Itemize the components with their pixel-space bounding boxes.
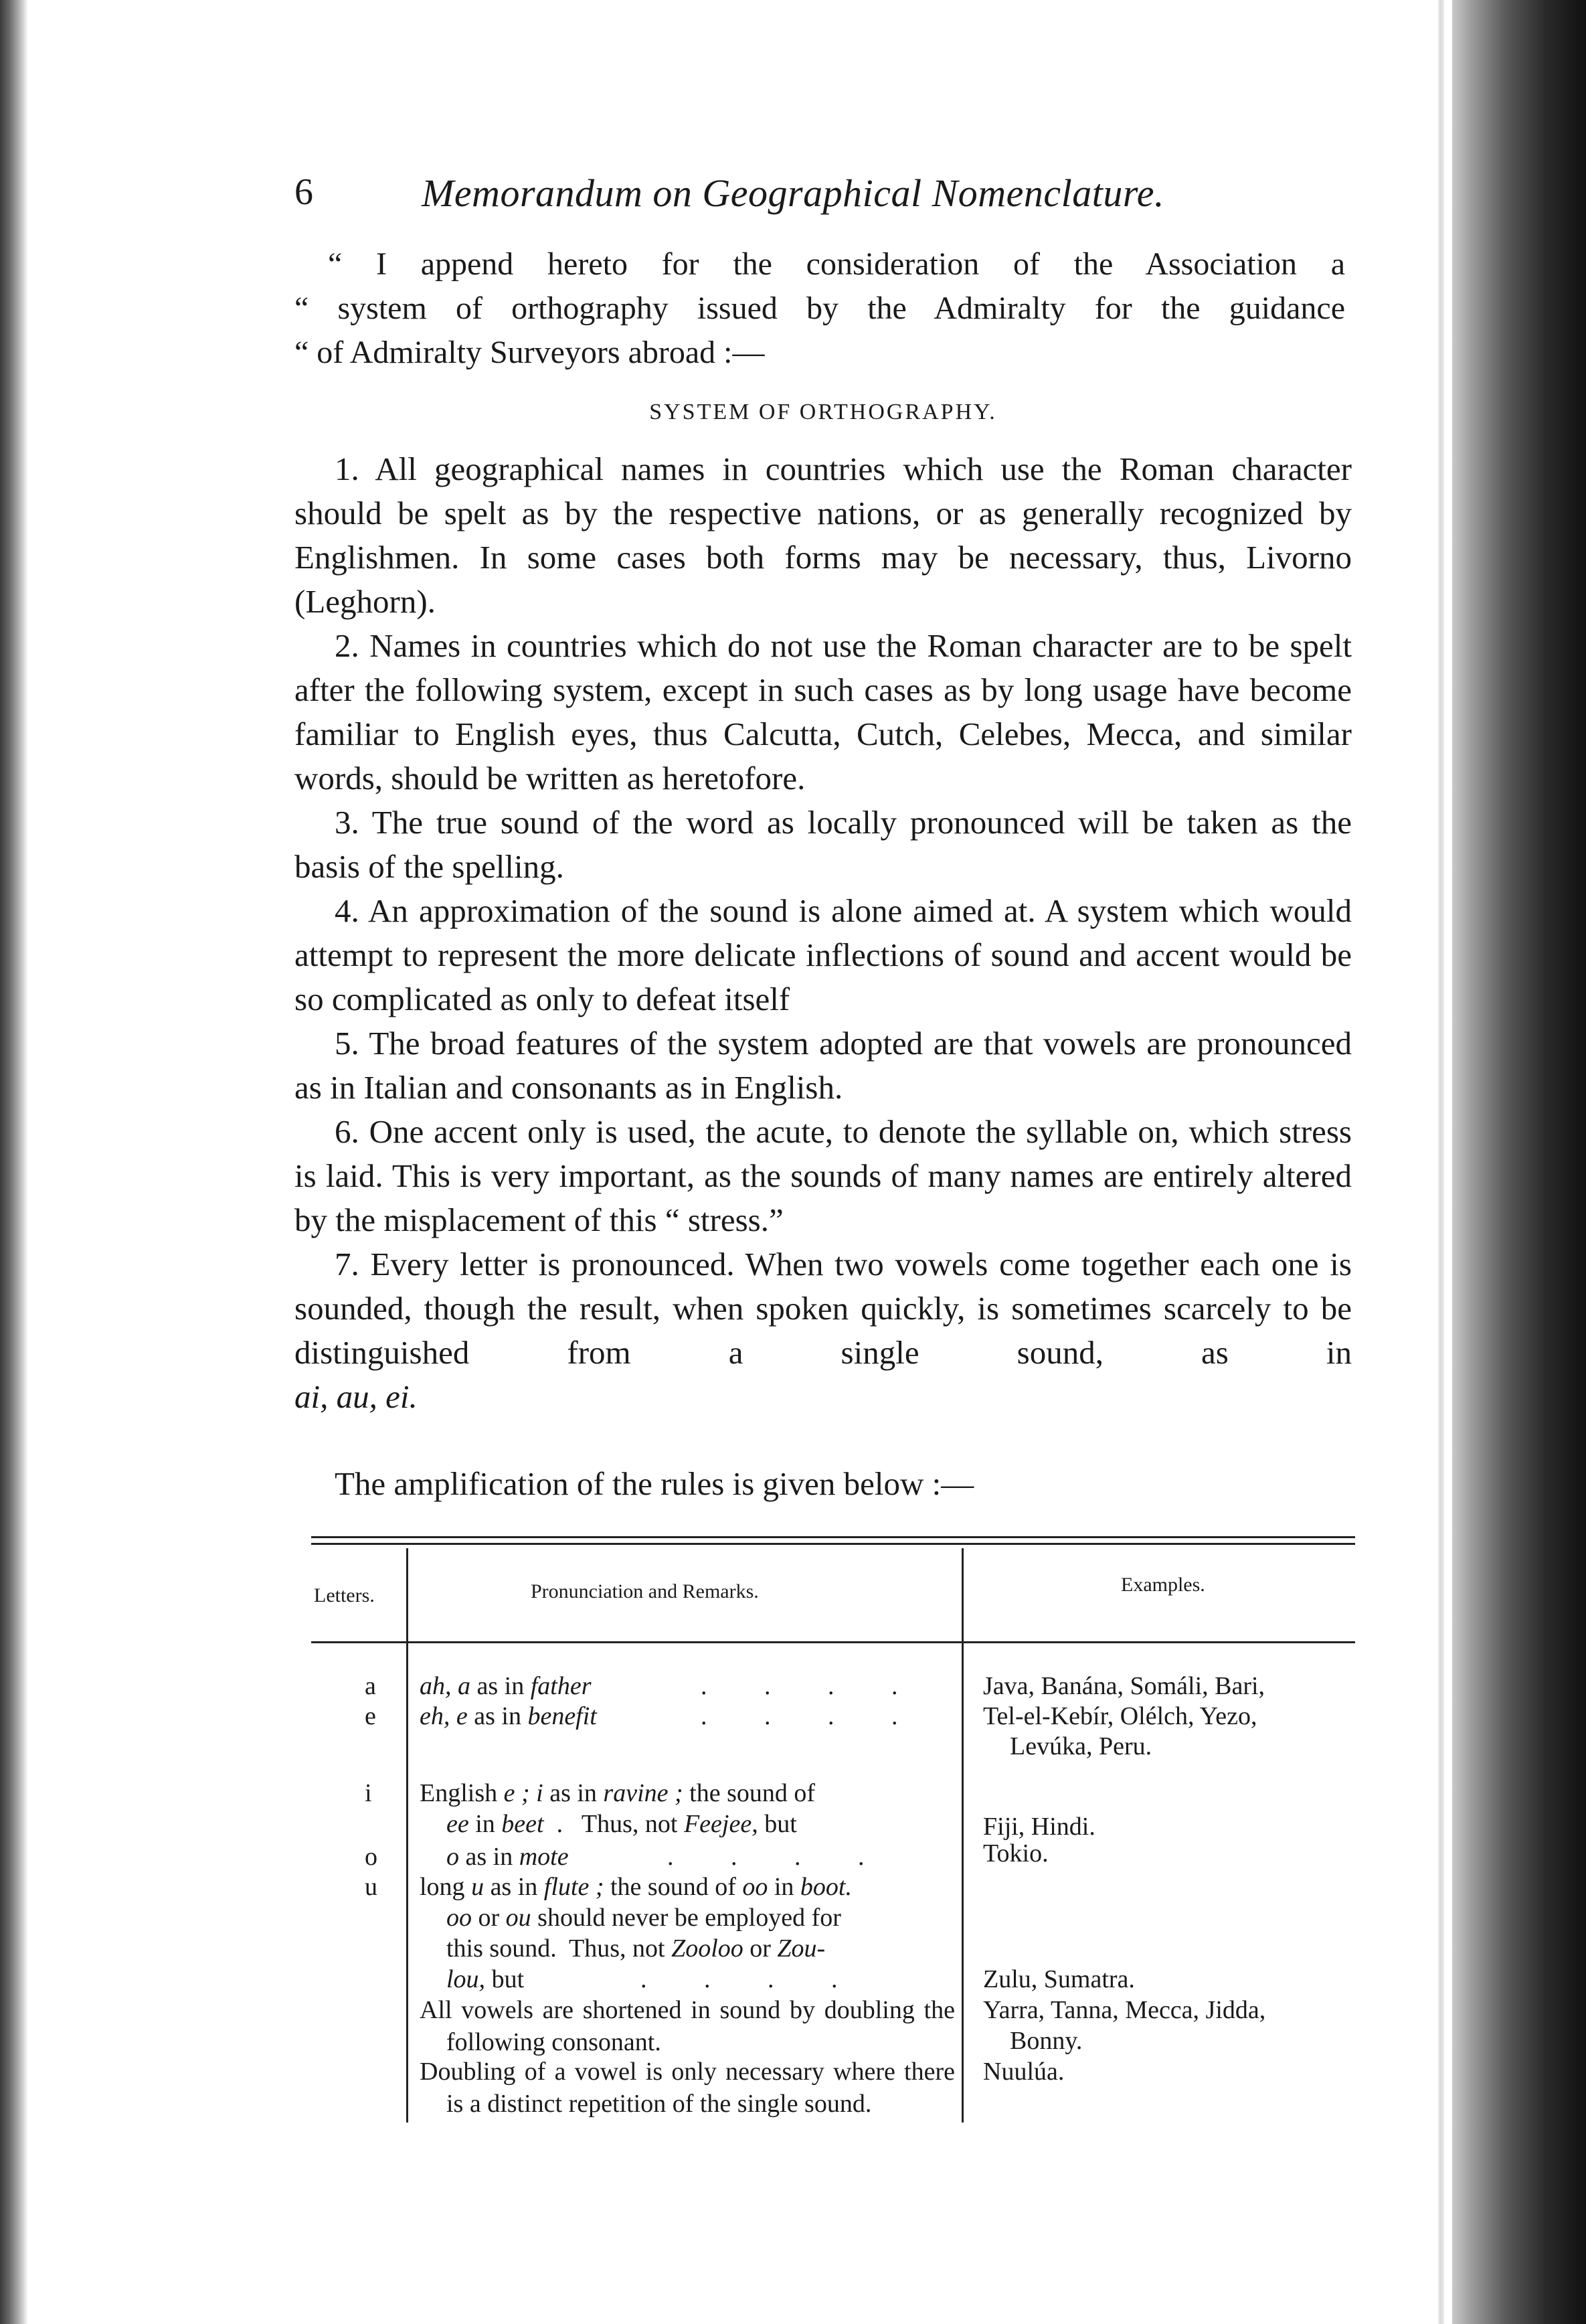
orthography-table xyxy=(311,1536,1355,2139)
rule-7-tail xyxy=(294,1375,1352,1419)
examples-vowel-doubling: Nuulúa. xyxy=(983,2058,1065,2086)
pron-i-line-2 xyxy=(420,1808,982,1840)
pron-i-sound-of: the sound of xyxy=(683,1779,816,1807)
pron-i-as-in: as in xyxy=(543,1779,604,1807)
pron-u-boot: boot. xyxy=(800,1873,852,1901)
examples-o: Tokio. xyxy=(983,1839,1049,1868)
letter-u: u xyxy=(365,1873,377,1901)
pron-i-but: but xyxy=(758,1810,797,1838)
pron-u-or: or xyxy=(472,1904,506,1932)
rule-1: 1. All geographical names in countries which use the Roman character should be spelt as by the respective nations, or as generally recognized by Englishmen. In some cases both forms may be necessary, thus, Livorno (Leghorn). xyxy=(294,450,1352,620)
rule-4: 4. An approximation of the sound is alone aimed at. A system which would attempt to represent the more delicate inflections of sound and accent would be so complicated as only to defeat itself xyxy=(294,892,1352,1017)
column-divider-1 xyxy=(406,1548,408,2123)
letter-o: o xyxy=(365,1843,377,1871)
rule-7-vowel-examples: ai, au, ei. xyxy=(294,1378,418,1415)
pron-u-line-4 xyxy=(420,1963,982,1995)
pron-i-thus-not: . Thus, not xyxy=(543,1810,684,1838)
pron-u-ou: ou xyxy=(505,1904,531,1932)
rule-3: 3. The true sound of the word as locally pronounced will be taken as the basis of the spelling. xyxy=(294,804,1352,885)
pron-e-word: benefit xyxy=(527,1702,597,1730)
examples-e-2: Levúka, Peru. xyxy=(1010,1732,1152,1760)
header-letters: Letters. xyxy=(314,1584,375,1606)
pron-u-long: long xyxy=(420,1873,472,1901)
pron-u-but: but xyxy=(485,1965,525,1993)
examples-u: Zulu, Sumatra. xyxy=(983,1965,1135,1993)
pron-o-as-in: as in xyxy=(459,1843,519,1871)
amplification-line: The amplification of the rules is given below :— xyxy=(335,1465,974,1502)
pron-i-in: in xyxy=(468,1810,502,1838)
rule-7: 7. Every letter is pronounced. When two vowels come together each one is sounded, though the result, when spoken quickly, is sometimes scarcely to be distinguished from a single sound, as in xyxy=(294,1246,1352,1371)
leader-dots: . . . . xyxy=(640,1965,863,1993)
pron-u-in: in xyxy=(768,1873,800,1901)
pron-e xyxy=(420,1700,955,1732)
pron-u-zooloo: Zooloo xyxy=(671,1934,743,1963)
pron-u-line-2 xyxy=(420,1902,982,1934)
quote-line-1: “ I append hereto for the consideration of the Association a xyxy=(328,246,1345,282)
pron-u-or-2: or xyxy=(743,1934,778,1963)
pron-u-lou: lou, xyxy=(446,1965,486,1993)
pron-u-letter: u xyxy=(471,1873,484,1901)
pron-i-feejee: Feejee, xyxy=(683,1810,758,1838)
letter-e: e xyxy=(365,1702,376,1730)
pron-i-ee: ee xyxy=(446,1810,469,1838)
pron-u-oo: oo xyxy=(742,1873,768,1901)
pron-u-zou: Zou- xyxy=(777,1934,826,1963)
table-top-rule xyxy=(311,1536,1355,1538)
vowels-shortened-note: All vowels are shortened in sound by doubling the following consonant. xyxy=(420,1996,955,2056)
running-head xyxy=(294,171,1352,231)
rule-2: 2. Names in countries which do not use the Roman character are to be spelt after the following system, except in such cases as by long usage have become familiar to English eyes, thus Calcutta, Cutch, Celebes, Mecca, and similar words, should be written as heretofore. xyxy=(294,627,1352,797)
pron-u-oo-2: oo xyxy=(446,1904,472,1932)
header-rule xyxy=(311,1641,1355,1643)
pron-o-word: mote xyxy=(519,1843,569,1871)
pron-a xyxy=(420,1670,955,1702)
pron-a-sound: ah, a xyxy=(420,1672,470,1700)
pron-i-line-1 xyxy=(420,1777,955,1809)
header-examples: Examples. xyxy=(1121,1574,1205,1596)
pron-i-beet: beet xyxy=(501,1810,544,1838)
examples-e-1: Tel-el-Kebír, Olélch, Yezo, xyxy=(983,1702,1257,1730)
scan-edge-right xyxy=(1452,0,1586,2324)
leader-dots: . . . . xyxy=(701,1672,923,1700)
header-pronunciation: Pronunciation and Remarks. xyxy=(531,1580,759,1602)
pron-u-flute: flute ; xyxy=(543,1873,604,1901)
examples-i: Fiji, Hindi. xyxy=(983,1813,1095,1841)
scan-page-edge xyxy=(1437,0,1444,2324)
pron-a-as-in: as in xyxy=(470,1672,531,1700)
vowel-doubling-note: Doubling of a vowel is only necessary where there is a distinct repetition of the single sound. xyxy=(420,2058,955,2118)
rule-5: 5. The broad features of the system adopted are that vowels are pronounced as in Italian and consonants as in English. xyxy=(294,1025,1352,1106)
rules-list xyxy=(294,447,1352,1419)
pron-o xyxy=(420,1841,982,1873)
pron-o-sound: o xyxy=(446,1843,459,1871)
examples-doubling-consonant-1: Yarra, Tanna, Mecca, Jidda, xyxy=(983,1996,1266,2024)
quote-line-3: “ of Admiralty Surveyors abroad :— xyxy=(294,335,765,370)
page-number: 6 xyxy=(294,171,313,213)
table-top-rule-2 xyxy=(311,1543,1355,1545)
pron-i-ravine: ravine ; xyxy=(603,1779,683,1807)
leader-dots: . . . . xyxy=(667,1843,890,1871)
letter-i: i xyxy=(365,1779,372,1807)
quote-line-2: “ system of orthography issued by the Admiralty for the guidance xyxy=(294,290,1345,326)
pron-a-word: father xyxy=(530,1672,592,1700)
leader-dots: . . . . xyxy=(701,1702,923,1730)
examples-a: Java, Banána, Somáli, Bari, xyxy=(983,1672,1265,1700)
pron-i-english: English xyxy=(420,1779,504,1807)
pron-e-as-in: as in xyxy=(467,1702,528,1730)
pron-u-this-sound: this sound. Thus, not xyxy=(446,1934,672,1963)
pron-u-sound-of: the sound of xyxy=(604,1873,743,1901)
pron-u-line-1 xyxy=(420,1871,955,1903)
quote-block xyxy=(294,242,1345,375)
pron-u-line-3 xyxy=(420,1932,982,1965)
examples-doubling-consonant-2: Bonny. xyxy=(1010,2027,1083,2055)
pron-u-never: should never be employed for xyxy=(531,1904,841,1932)
rule-6: 6. One accent only is used, the acute, to denote the syllable on, which stress is laid. This is very important, as the sounds of many names are entirely altered by the misplacement of this “ stress.” xyxy=(294,1113,1352,1238)
section-title: SYSTEM OF ORTHOGRAPHY. xyxy=(649,400,997,424)
pron-i-letters: e ; i xyxy=(503,1779,543,1807)
pron-u-as-in: as in xyxy=(484,1873,544,1901)
pron-e-sound: eh, e xyxy=(420,1702,468,1730)
letter-a: a xyxy=(365,1672,376,1700)
scan-edge-left xyxy=(0,0,28,2324)
running-title: Memorandum on Geographical Nomenclature. xyxy=(422,171,1165,215)
